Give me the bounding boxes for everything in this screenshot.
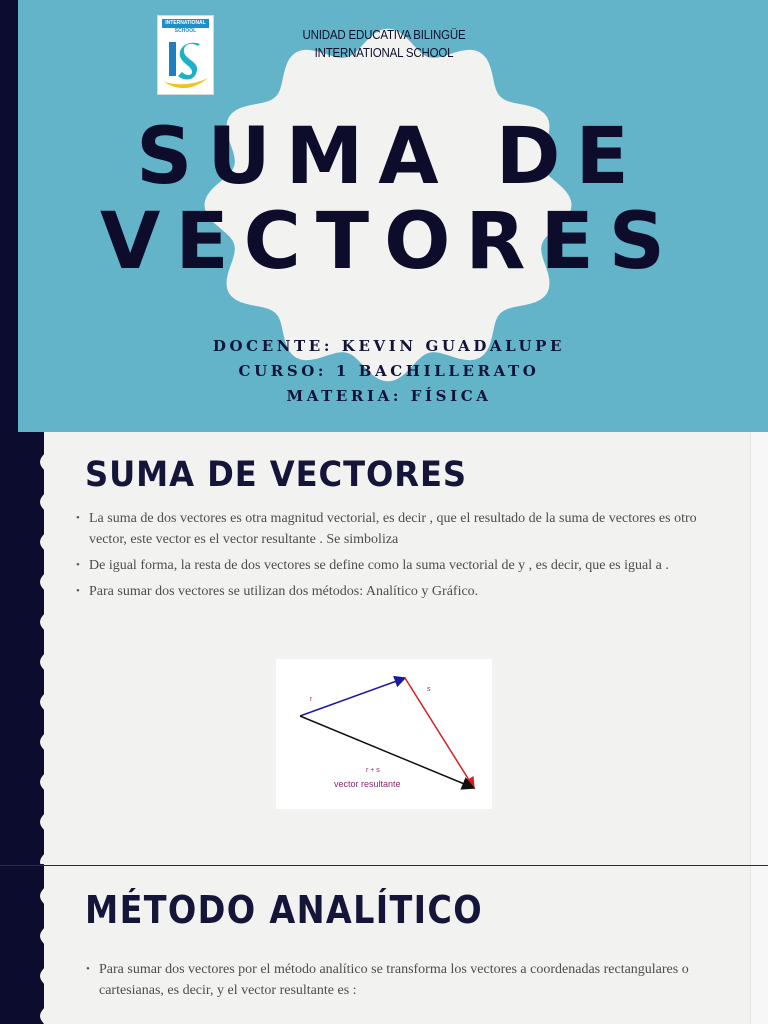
vector-diagram-svg (276, 659, 492, 809)
main-title-line-2: VECTORES (100, 197, 680, 287)
bullet-icon: • (76, 585, 80, 597)
wavy-left-border (0, 866, 80, 1024)
subject-line: MATERIA: FÍSICA (286, 387, 492, 405)
vector-r-arrow (300, 678, 405, 716)
vector-diagram (276, 659, 492, 809)
label-s: s (427, 686, 431, 693)
bullet-text: Para sumar dos vectores por el método analítico se transforma los vectores a coordenadas rectangulares o cartesianas, es decir, y el vector resultante es : (99, 962, 689, 998)
analytic-method-slide (0, 866, 768, 1024)
bullet-icon: • (76, 559, 80, 571)
slide-heading: SUMA DE VECTORES (85, 455, 468, 495)
label-resultant: vector resultante (334, 779, 401, 789)
vector-sum-slide (0, 432, 768, 865)
bullet-list (86, 959, 706, 1001)
bullet-text: Para sumar dos vectores se utilizan dos métodos: Analítico y Gráfico. (89, 584, 479, 599)
bullet-text: La suma de dos vectores es otra magnitud vectorial, es decir , que el resultado de la suma de vectores es otro vector, este vector es el vector resultante . Se simboliza (89, 511, 697, 547)
label-sum: r + s (366, 767, 380, 774)
school-name-line-1: UNIDAD EDUCATIVA BILINGÜE (302, 28, 466, 42)
list-item (86, 959, 706, 1001)
slide-heading: MÉTODO ANALÍTICO (85, 888, 484, 932)
list-item (76, 508, 716, 550)
title-slide (0, 0, 768, 432)
teacher-line: DOCENTE: KEVIN GUADALUPE (212, 337, 566, 355)
bullet-list (76, 508, 716, 607)
course-line: CURSO: 1 BACHILLERATO (238, 362, 540, 380)
bullet-icon: • (86, 963, 90, 975)
list-item (76, 581, 716, 602)
resultant-vector-arrow (300, 716, 474, 788)
vector-s-arrow (405, 678, 474, 788)
logo-banner-text: INTERNATIONAL (162, 19, 209, 28)
logo-subtext: SCHOOL (174, 28, 197, 34)
main-title-line-1: SUMA DE (136, 112, 644, 202)
list-item (76, 555, 716, 576)
school-name-line-2: INTERNATIONAL SCHOOL (314, 46, 454, 60)
bullet-icon: • (76, 512, 80, 524)
right-edge-strip (750, 432, 768, 865)
bullet-text: De igual forma, la resta de dos vectores se define como la suma vectorial de y , es decir, que es igual a . (89, 558, 669, 573)
wavy-left-border (0, 432, 80, 865)
right-edge-strip (750, 866, 768, 1024)
label-r: r (310, 696, 313, 703)
